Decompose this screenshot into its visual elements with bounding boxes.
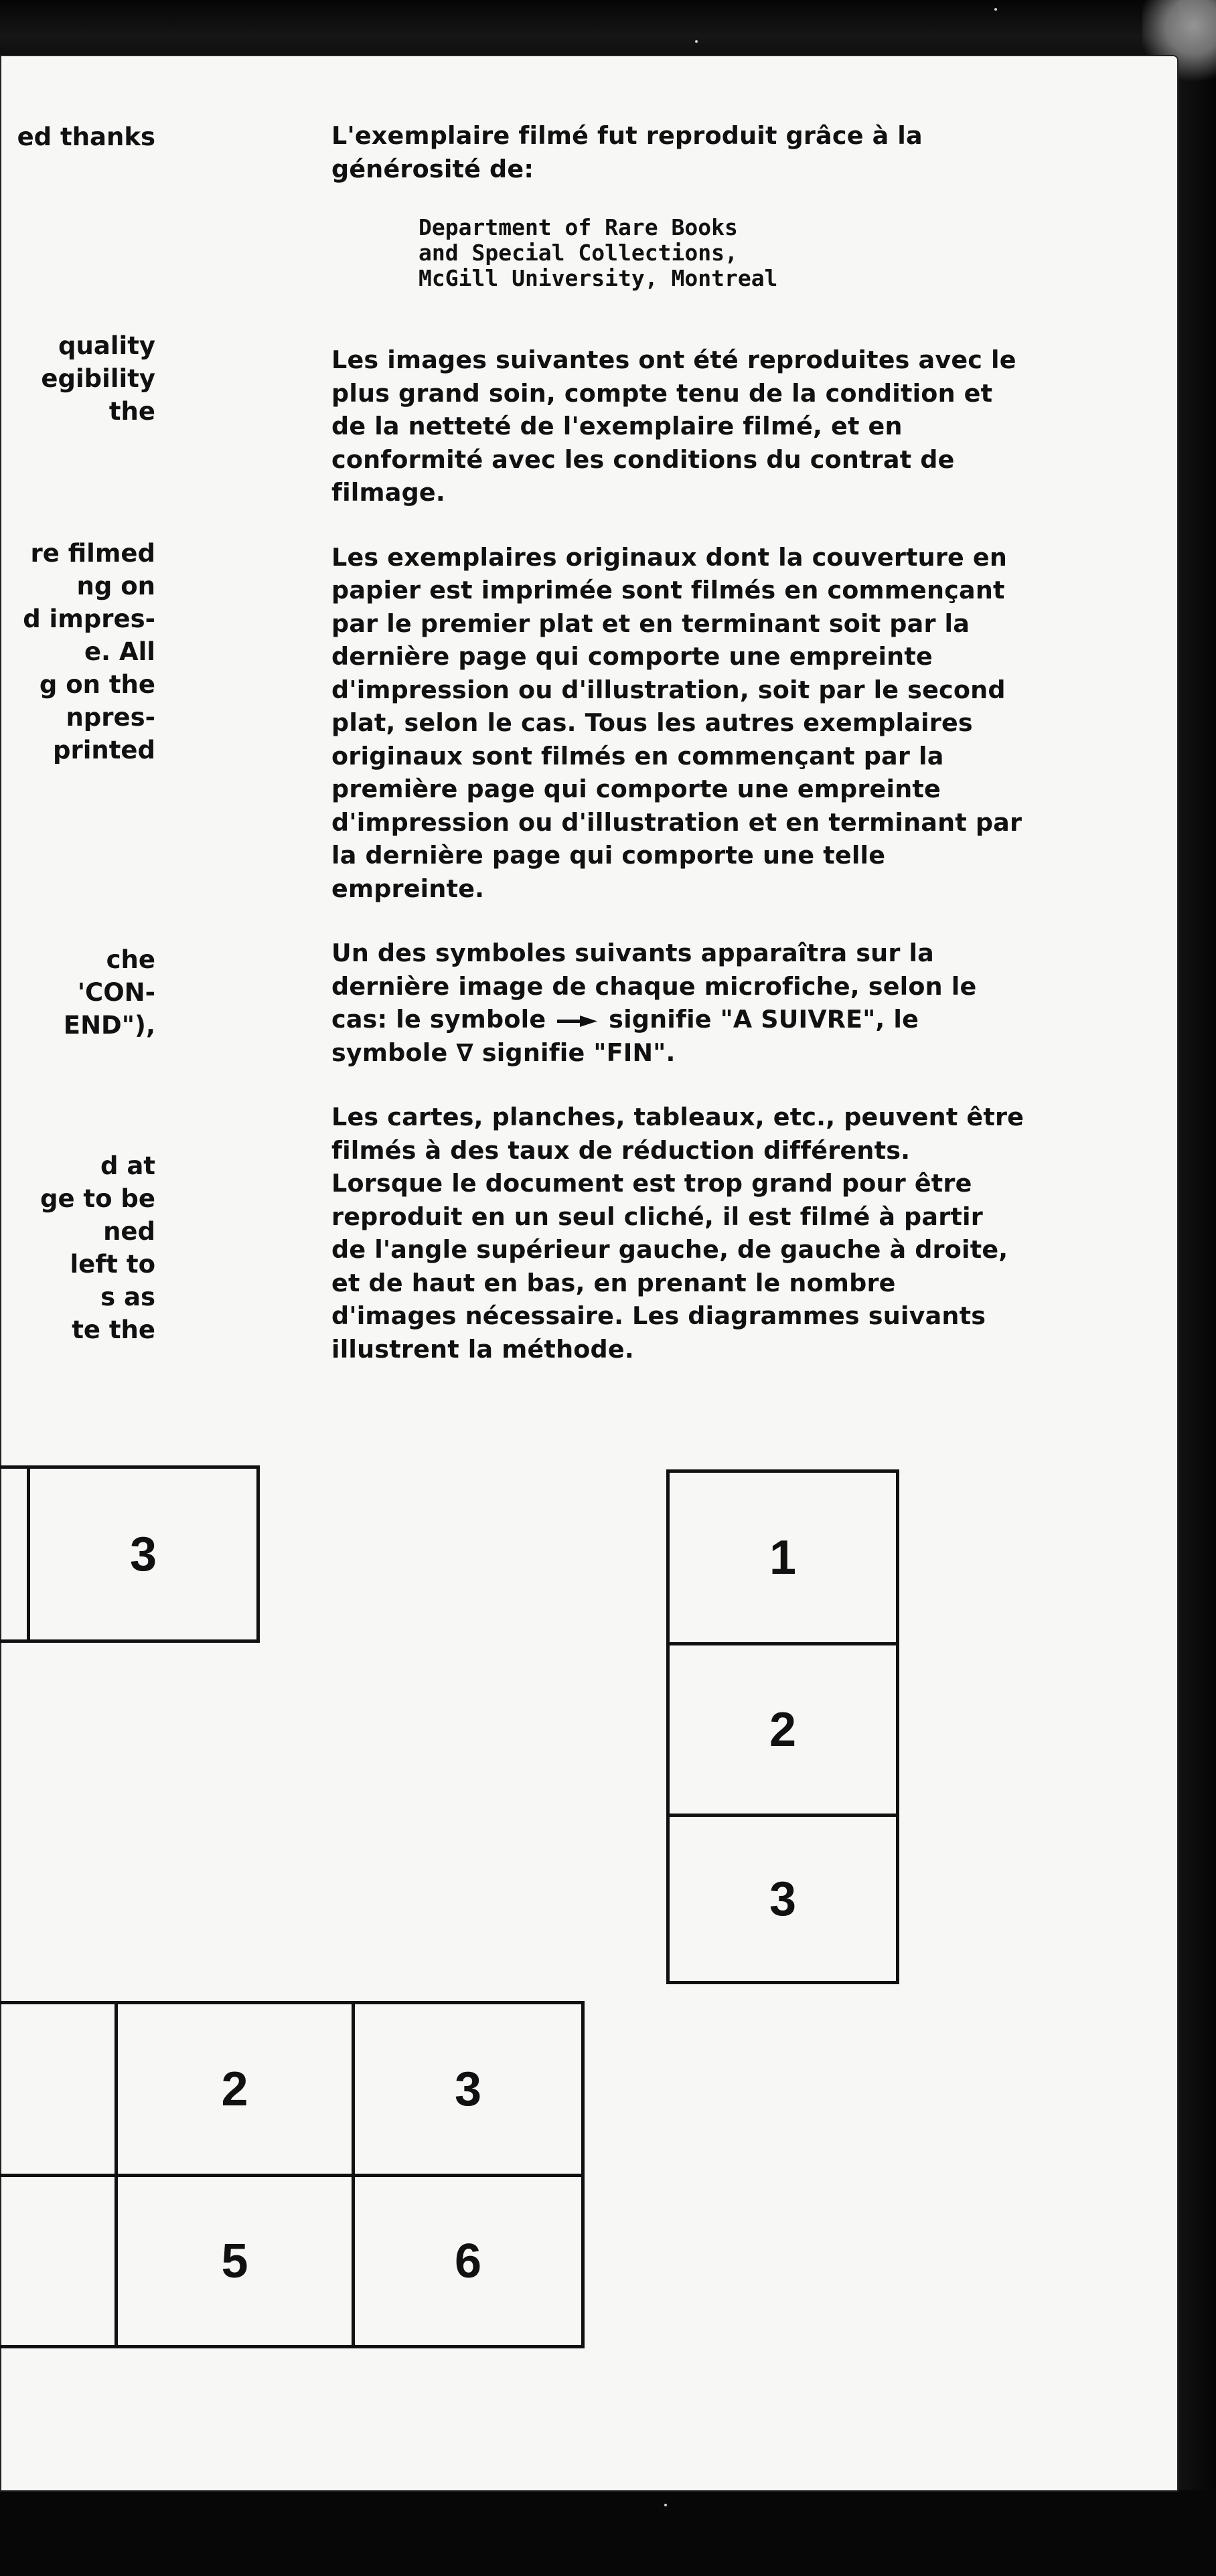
- scanned-page: [0, 55, 1179, 2492]
- text-line: plus grand soin, compte tenu de la condition et: [331, 378, 993, 408]
- left-fragment: ge to be: [40, 1184, 155, 1213]
- text-line: la dernière page qui comporte une telle: [331, 841, 886, 870]
- text-line: par le premier plat et en terminant soit par la: [331, 609, 970, 638]
- left-fragment: npres-: [66, 703, 155, 732]
- left-fragment: ng on: [76, 572, 155, 600]
- text-line: conformité avec les conditions du contrat de: [331, 445, 955, 474]
- left-fragment: quality: [58, 331, 155, 360]
- paragraph-symbols: [331, 937, 1122, 1069]
- text-line: Un des symboles suivants apparaîtra sur la: [331, 939, 935, 967]
- right-arrow-icon: [557, 1015, 597, 1027]
- left-fragment: g on the: [39, 670, 155, 699]
- left-fragment: END"),: [63, 1011, 155, 1040]
- dust-speck: [695, 40, 698, 43]
- dust-speck: [664, 2504, 667, 2506]
- diagram-border: [0, 2345, 585, 2348]
- left-fragment: 'CON-: [77, 978, 155, 1007]
- diagram-cell: 3: [129, 1527, 157, 1581]
- text-line: originaux sont filmés en commençant par la: [331, 741, 944, 771]
- text-line: Les exemplaires originaux dont la couverture en: [331, 542, 1008, 572]
- text-line: d'images nécessaire. Les diagrammes suivants: [331, 1301, 986, 1330]
- left-fragment: egibility: [41, 364, 155, 393]
- diagram-cell: [0, 2177, 20, 2345]
- film-border-top: [0, 0, 1216, 60]
- text-line: générosité de:: [331, 154, 534, 183]
- left-fragment: ned: [103, 1217, 155, 1246]
- film-border-right: [1179, 0, 1216, 2576]
- text-line: signifie "A SUIVRE", le: [609, 1005, 919, 1034]
- text-line: reproduit en un seul cliché, il est filmé à partir: [331, 1202, 983, 1231]
- diagram-cell: 3: [769, 1872, 797, 1926]
- dust-speck: [994, 8, 997, 11]
- text-line: Les cartes, planches, tableaux, etc., peuvent être: [331, 1103, 1024, 1131]
- left-fragment: the: [108, 397, 155, 426]
- library-line: and Special Collections,: [419, 240, 738, 266]
- paragraph-maps: [331, 1101, 1122, 1366]
- library-line: Department of Rare Books: [419, 214, 738, 240]
- library-line: McGill University, Montreal: [419, 265, 778, 291]
- diagram-border: [256, 1465, 260, 1643]
- film-border-bottom: [0, 2490, 1216, 2576]
- left-fragment: te the: [72, 1315, 155, 1344]
- diagram-border: [0, 1639, 260, 1643]
- diagram-cell: 5: [221, 2234, 248, 2288]
- text-line: L'exemplaire filmé fut reproduit grâce à la: [331, 121, 923, 150]
- text-line: d'impression ou d'illustration, soit par le second: [331, 675, 1006, 704]
- left-fragment: printed: [52, 736, 155, 764]
- library-credit: [419, 215, 1122, 291]
- text-line: filmage.: [331, 478, 445, 507]
- diagram-border: [581, 2001, 585, 2348]
- left-fragment: d impres-: [23, 605, 155, 633]
- text-line: illustrent la méthode.: [331, 1334, 634, 1364]
- text-line: papier est imprimée sont filmés en commençant: [331, 576, 1005, 605]
- text-line: dernière image de chaque microfiche, selon le: [331, 971, 977, 1001]
- diagram-cell: [0, 2004, 20, 2174]
- diagram-vertical: [666, 1469, 899, 1984]
- text-line: Lorsque le document est trop grand pour être: [331, 1169, 972, 1198]
- text-line: symbole ∇ signifie "FIN".: [331, 1038, 676, 1067]
- paragraph-quality: [331, 343, 1122, 509]
- text-line: cas: le symbole: [331, 1005, 546, 1034]
- paragraph-originals: [331, 541, 1122, 906]
- text-line: empreinte.: [331, 874, 485, 903]
- text-line: d'impression ou d'illustration et en terminant par: [331, 807, 1022, 837]
- text-line: de la netteté de l'exemplaire filmé, et en: [331, 412, 903, 440]
- text-line: et de haut en bas, en prenant le nombre: [331, 1268, 896, 1297]
- french-column: [331, 119, 1122, 1366]
- english-column-cropped: [0, 55, 174, 1461]
- text-line: Les images suivantes ont été reproduites avec le: [331, 345, 1016, 374]
- diagram-cell: 3: [454, 2062, 482, 2116]
- left-fragment: s as: [100, 1283, 155, 1311]
- left-fragment: ed thanks: [17, 123, 155, 151]
- text-line: dernière page qui comporte une empreinte: [331, 642, 933, 671]
- left-fragment: che: [106, 945, 155, 974]
- left-fragment: re filmed: [30, 539, 155, 568]
- left-fragment: left to: [70, 1250, 155, 1279]
- diagram-cell: 2: [769, 1702, 797, 1757]
- text-line: de l'angle supérieur gauche, de gauche à droite,: [331, 1235, 1008, 1264]
- left-fragment: e. All: [84, 637, 155, 666]
- diagram-cell: 6: [454, 2234, 482, 2288]
- diagram-cell: 1: [769, 1530, 797, 1585]
- intro-paragraph: [331, 119, 1122, 185]
- text-line: première page qui comporte une empreinte: [331, 775, 941, 803]
- left-fragment: d at: [100, 1151, 155, 1180]
- text-line: filmés à des taux de réduction différents.: [331, 1135, 911, 1165]
- text-line: plat, selon le cas. Tous les autres exemplaires: [331, 708, 973, 737]
- diagram-cell: 2: [221, 2062, 248, 2116]
